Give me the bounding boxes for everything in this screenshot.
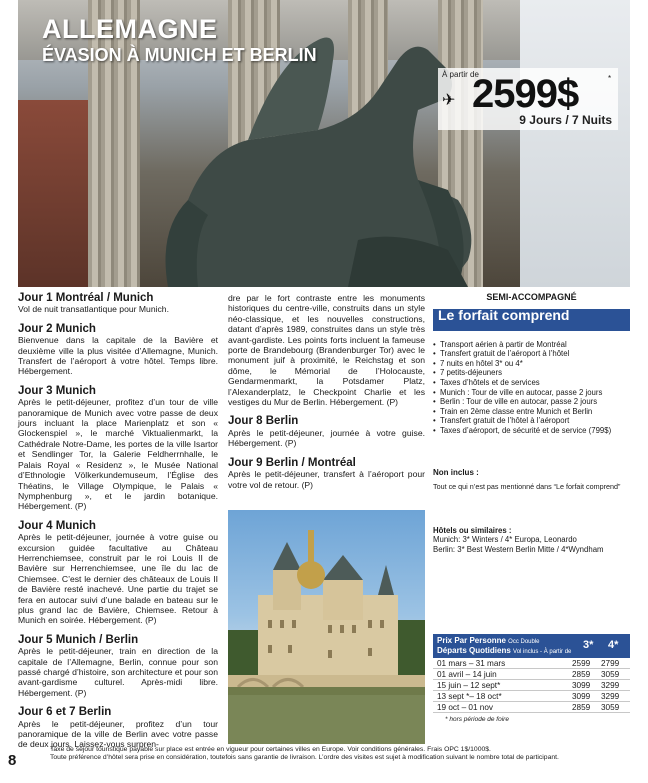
included-item: • Munich : Tour de ville en autocar, passe 2 jours [433, 388, 630, 398]
price-star: * [608, 74, 612, 83]
day-text: Après le petit-déjeuner, profitez d’un tour de ville panoramique de Munich avec votre passe de deux jours incluant la place Marienplatz et son « Glockenspiel », le marché Viktualienmarkt, la Cathédrale Notre-Dame, les portes de la ville Isartor et Sendlinger Tor, la Galerie Feldherrnhalle, le Palais Royal « Residenz », le Musée National d’Ethnologie Völkerkundemuseum, l’Église des Théatins, le Village Olympique, le Palais « Nymphenburg », et le jardin botanique. Hébergement. (P) [18, 397, 218, 512]
price-box [438, 68, 618, 130]
row-price-3: 2859 [572, 670, 591, 679]
included-item: • Berlin : Tour de ville en autocar, passe 2 jours [433, 397, 630, 407]
sidebar [433, 293, 630, 555]
day-title: Jour 1 Montréal / Munich [18, 292, 154, 304]
day-title: Jour 6 et 7 Berlin [18, 706, 112, 719]
itinerary-column-2 [228, 293, 425, 499]
day-title: Jour 9 Berlin / Montréal [228, 456, 356, 469]
price-header-line2 [437, 646, 571, 655]
day-block [18, 293, 218, 315]
day-block [18, 707, 218, 750]
included-item: • Taxes d’aéroport, de sécurité et de service (799$) [433, 426, 630, 436]
page-number: 8 [8, 752, 17, 769]
day-title: Jour 8 Berlin [228, 415, 299, 428]
hotels-title: Hôtels ou similaires : [433, 525, 512, 535]
non-inclus [433, 468, 630, 492]
included-item: • Train en 2ème classe entre Munich et Berlin [433, 407, 630, 417]
day-block [18, 386, 218, 512]
day-title: Jour 3 Munich [18, 384, 96, 397]
non-inclus-title: Non inclus : [433, 467, 479, 477]
row-price-4: 3059 [601, 670, 620, 679]
day-text: Après le petit-déjeuner, journée à votre guise. Hébergement. (P) [228, 427, 425, 449]
day-text: Vol de nuit transatlantique pour Munich. [18, 304, 169, 315]
row-price-3: 2599 [572, 659, 591, 668]
day-text: Après le petit-déjeuner, journée à votre guise ou excursion guidée facultative au Château Herrenchiemsee, construit par le roi Louis II de Bavière sur Herrenchiemsee, une île du lac de Chiemsee. C’est le dernier des châteaux de Louis II de Bavière resté inachevé. Une partie du trajet se fera en autocar suivi d’une balade en bateau sur le plus grand lac de Bavière, Chiemsee. Retour à Munich en soirée. Hébergement. (P) [18, 532, 218, 626]
castle-photo [228, 510, 425, 744]
footer-line-2: Toute préférence d’hôtel sera prise en considération, toutefois sans garantie de livraison. L’ordre des visites est sujet à modification suivant le nombre total de participant. [50, 754, 559, 762]
price-row [433, 658, 630, 669]
day-block [228, 458, 425, 490]
included-item: • Transfert gratuit de l’aéroport à l’hôtel [433, 349, 630, 359]
country-title: ALLEMAGNE [42, 14, 218, 44]
airplane-icon: ✈ [442, 92, 456, 109]
row-price-3: 3099 [572, 681, 591, 690]
row-price-4: 3299 [601, 681, 620, 690]
day-text: Bienvenue dans la capitale de la Bavière et deuxième ville la plus visitée d’Allemagne, Munich. Transfert de l’aéroport à votre hôtel. Temps libre. Hébergement. [18, 335, 218, 377]
row-price-3: 3099 [572, 692, 591, 701]
row-dates: 01 avril – 14 juin [437, 670, 497, 679]
non-inclus-text: Tout ce qui n’est pas mentionné dans “Le forfait comprend” [433, 482, 621, 492]
footer [50, 746, 640, 763]
hotels [433, 526, 630, 555]
footer-line-1: Taxe de séjour touristique payable sur place est entrée en vigueur pour certaines villes en Europe. Voir conditions générales. Frais OPC 1$/1000$. [50, 746, 491, 753]
row-price-3: 2859 [572, 703, 591, 712]
day-text: Après le petit-déjeuner, transfert à l’aéroport pour votre vol de retour. (P) [228, 469, 425, 490]
day-title: Jour 2 Munich [18, 322, 96, 335]
row-price-4: 2799 [601, 659, 620, 668]
day-block [228, 416, 425, 448]
day-title: Jour 4 Munich [18, 519, 96, 532]
included-item: • Transport aérien à partir de Montréal [433, 340, 630, 350]
hotels-munich: Munich: 3* Winters / 4* Europa, Leonardo [433, 535, 577, 545]
col-4star: 4* [608, 639, 619, 651]
price-table [433, 634, 630, 723]
row-price-4: 3299 [601, 692, 620, 701]
price-note: * hors période de foire [445, 716, 509, 723]
included-list [433, 340, 630, 436]
price-row [433, 680, 630, 691]
day-block [228, 293, 425, 407]
semi-accompagne-label: SEMI-ACCOMPAGNÉ [486, 292, 577, 302]
trip-subtitle: ÉVASION À MUNICH ET BERLIN [42, 45, 317, 65]
day-block [18, 324, 218, 377]
row-dates: 19 oct – 01 nov [437, 703, 493, 712]
row-price-4: 3059 [601, 703, 620, 712]
row-dates: 01 mars – 31 mars [437, 659, 506, 668]
day-block [18, 521, 218, 626]
day-text: Après le petit-déjeuner, profitez d’un tour panoramique de la ville de Berlin avec votre passe de deux jours. Laissez-vous surpren- [18, 718, 218, 750]
day-text: Après le petit-déjeuner, train en direction de la capitale de l’Allemagne, Berlin, connue pour son passé chargé d’histoire, son architecture et pour son avant-gardisme culturel. Après-midi libre. Hébergement. (P) [18, 646, 218, 698]
trip-duration: 9 Jours / 7 Nuits [519, 113, 612, 127]
price-header-vol: Vol inclus - À partir de [513, 649, 572, 655]
forfait-header: Le forfait comprend [433, 309, 630, 331]
price-header-line1 [437, 636, 540, 645]
from-label: À partir de [442, 70, 479, 79]
included-item: • 7 petits-déjeuners [433, 368, 630, 378]
price-table-header [433, 634, 630, 658]
day-title: Jour 5 Munich / Berlin [18, 633, 139, 646]
hero-title [42, 14, 317, 66]
headline-price: 2599$ [472, 72, 579, 116]
price-row [433, 669, 630, 680]
row-dates: 13 sept *– 18 oct* [437, 692, 502, 701]
included-item: • Taxes d’hôtels et de services [433, 378, 630, 388]
itinerary-column-1 [18, 293, 218, 759]
included-item: • 7 nuits en hôtel 3* ou 4* [433, 359, 630, 369]
day-block [18, 635, 218, 698]
hotels-berlin: Berlin: 3* Best Western Berlin Mitte / 4*Wyndham [433, 544, 604, 554]
included-item: • Transfert gratuit de l’hôtel à l’aéroport [433, 416, 630, 426]
price-row [433, 702, 630, 713]
hero-image [18, 0, 630, 287]
price-header-occ: Occ Double [508, 639, 540, 645]
price-header-title: Prix Par Personne [437, 636, 506, 645]
row-dates: 15 juin – 12 sept* [437, 681, 501, 690]
col-3star: 3* [583, 639, 594, 651]
price-header-departs: Départs Quotidiens [437, 646, 511, 655]
day-text: dre par le fort contraste entre les monuments historiques du centre-ville, construits dans un style néo-classique, et les nouvelles constructions, datant d’après 1989, construites dans un style très avant-gardiste. Les points forts incluent la fameuse porte de Brandebourg (Brandenburger Tor) avec le monument juif à proximité, le Reichstag et son dôme, le Mémorial de l’Holocauste, Gendarmenmarkt, la Potsdamer Platz, l’Alexanderplatz, le Checkpoint Charlie et les vestiges du Mur de Berlin. Hébergement. (P) [228, 293, 425, 408]
price-row [433, 691, 630, 702]
